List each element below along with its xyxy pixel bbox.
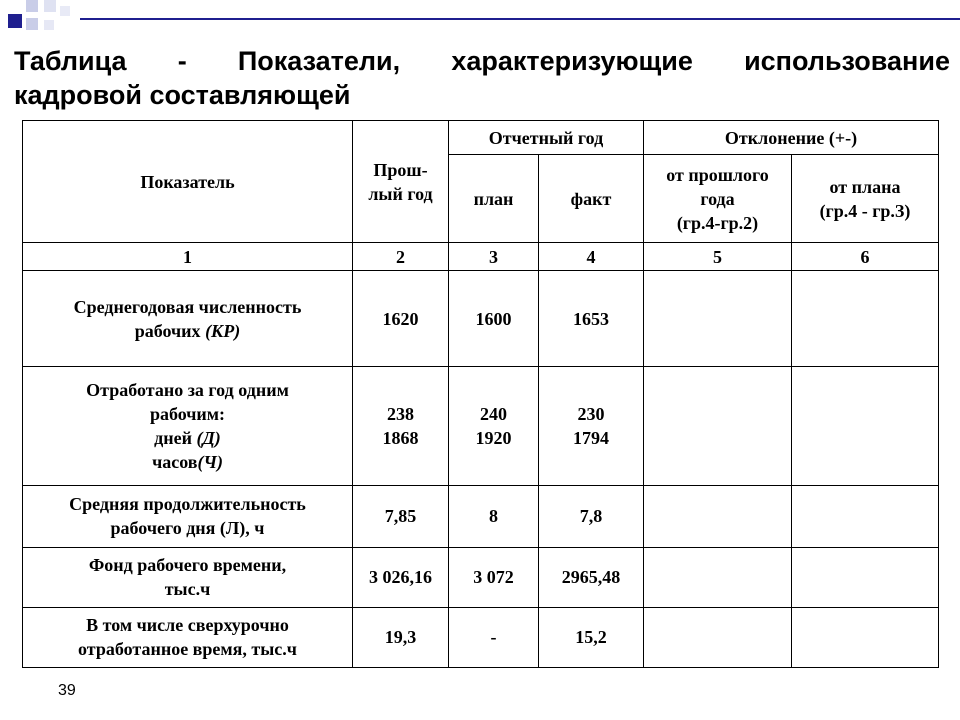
deco-square-light xyxy=(44,20,54,30)
indicator-cell: Отработано за год одним рабочим: дней (Д) часов(Ч) xyxy=(23,367,353,485)
title-word: Показатели, xyxy=(237,46,401,76)
table-row xyxy=(23,607,939,667)
deco-square-dark xyxy=(8,14,22,28)
fact-cell: 7,8 xyxy=(539,485,644,547)
table-row xyxy=(23,485,939,547)
header-from-prev: от прошлого года (гр.4-гр.2) xyxy=(644,155,792,243)
column-number: 5 xyxy=(644,243,792,271)
header-prev-year: Прош- лый год xyxy=(353,121,449,243)
fact-cell: 15,2 xyxy=(539,607,644,667)
dev-plan-cell xyxy=(792,485,939,547)
dev-prev-cell xyxy=(644,271,792,367)
indicator-cell: Средняя продолжительность рабочего дня (Л), ч xyxy=(23,485,353,547)
deco-square-light xyxy=(26,0,38,12)
prev-year-cell: 238 1868 xyxy=(353,367,449,485)
title-word: использование xyxy=(744,46,950,76)
staff-indicators-table xyxy=(22,120,939,668)
plan-cell: 3 072 xyxy=(449,547,539,607)
table-row xyxy=(23,547,939,607)
decorative-squares xyxy=(0,0,960,40)
table-row xyxy=(23,367,939,485)
header-from-plan: от плана (гр.4 - гр.З) xyxy=(792,155,939,243)
column-number-row xyxy=(23,243,939,271)
prev-year-cell: 1620 xyxy=(353,271,449,367)
plan-cell: 8 xyxy=(449,485,539,547)
plan-cell: 240 1920 xyxy=(449,367,539,485)
header-report-year: Отчетный год xyxy=(449,121,644,155)
prev-year-cell: 3 026,16 xyxy=(353,547,449,607)
header-row xyxy=(23,121,939,155)
column-number: 1 xyxy=(23,243,353,271)
deco-square-light xyxy=(60,6,70,16)
indicator-cell: Фонд рабочего времени, тыс.ч xyxy=(23,547,353,607)
dev-prev-cell xyxy=(644,547,792,607)
table-row xyxy=(23,271,939,367)
title-word: Таблица xyxy=(14,46,127,76)
slide-title xyxy=(14,44,950,112)
column-number: 2 xyxy=(353,243,449,271)
header-fact: факт xyxy=(539,155,644,243)
header-deviation: Отклонение (+-) xyxy=(644,121,939,155)
fact-cell: 1653 xyxy=(539,271,644,367)
dev-plan-cell xyxy=(792,547,939,607)
title-word: характеризующие xyxy=(451,46,693,76)
title-word: - xyxy=(177,46,187,76)
header-plan: план xyxy=(449,155,539,243)
deco-square-light xyxy=(26,18,38,30)
prev-year-cell: 19,3 xyxy=(353,607,449,667)
dev-plan-cell xyxy=(792,367,939,485)
deco-square-light xyxy=(44,0,56,12)
plan-cell: 1600 xyxy=(449,271,539,367)
dev-prev-cell xyxy=(644,367,792,485)
indicator-cell: Среднегодовая численность рабочих (КР) xyxy=(23,271,353,367)
fact-cell: 230 1794 xyxy=(539,367,644,485)
header-indicator: Показатель xyxy=(23,121,353,243)
dev-prev-cell xyxy=(644,485,792,547)
dev-prev-cell xyxy=(644,607,792,667)
title-line-2: кадровой составляющей xyxy=(14,80,351,110)
indicator-cell: В том числе сверхурочно отработанное время, тыс.ч xyxy=(23,607,353,667)
column-number: 4 xyxy=(539,243,644,271)
prev-year-cell: 7,85 xyxy=(353,485,449,547)
column-number: 3 xyxy=(449,243,539,271)
dev-plan-cell xyxy=(792,607,939,667)
plan-cell: - xyxy=(449,607,539,667)
fact-cell: 2965,48 xyxy=(539,547,644,607)
column-number: 6 xyxy=(792,243,939,271)
page-number: 39 xyxy=(58,682,76,699)
dev-plan-cell xyxy=(792,271,939,367)
